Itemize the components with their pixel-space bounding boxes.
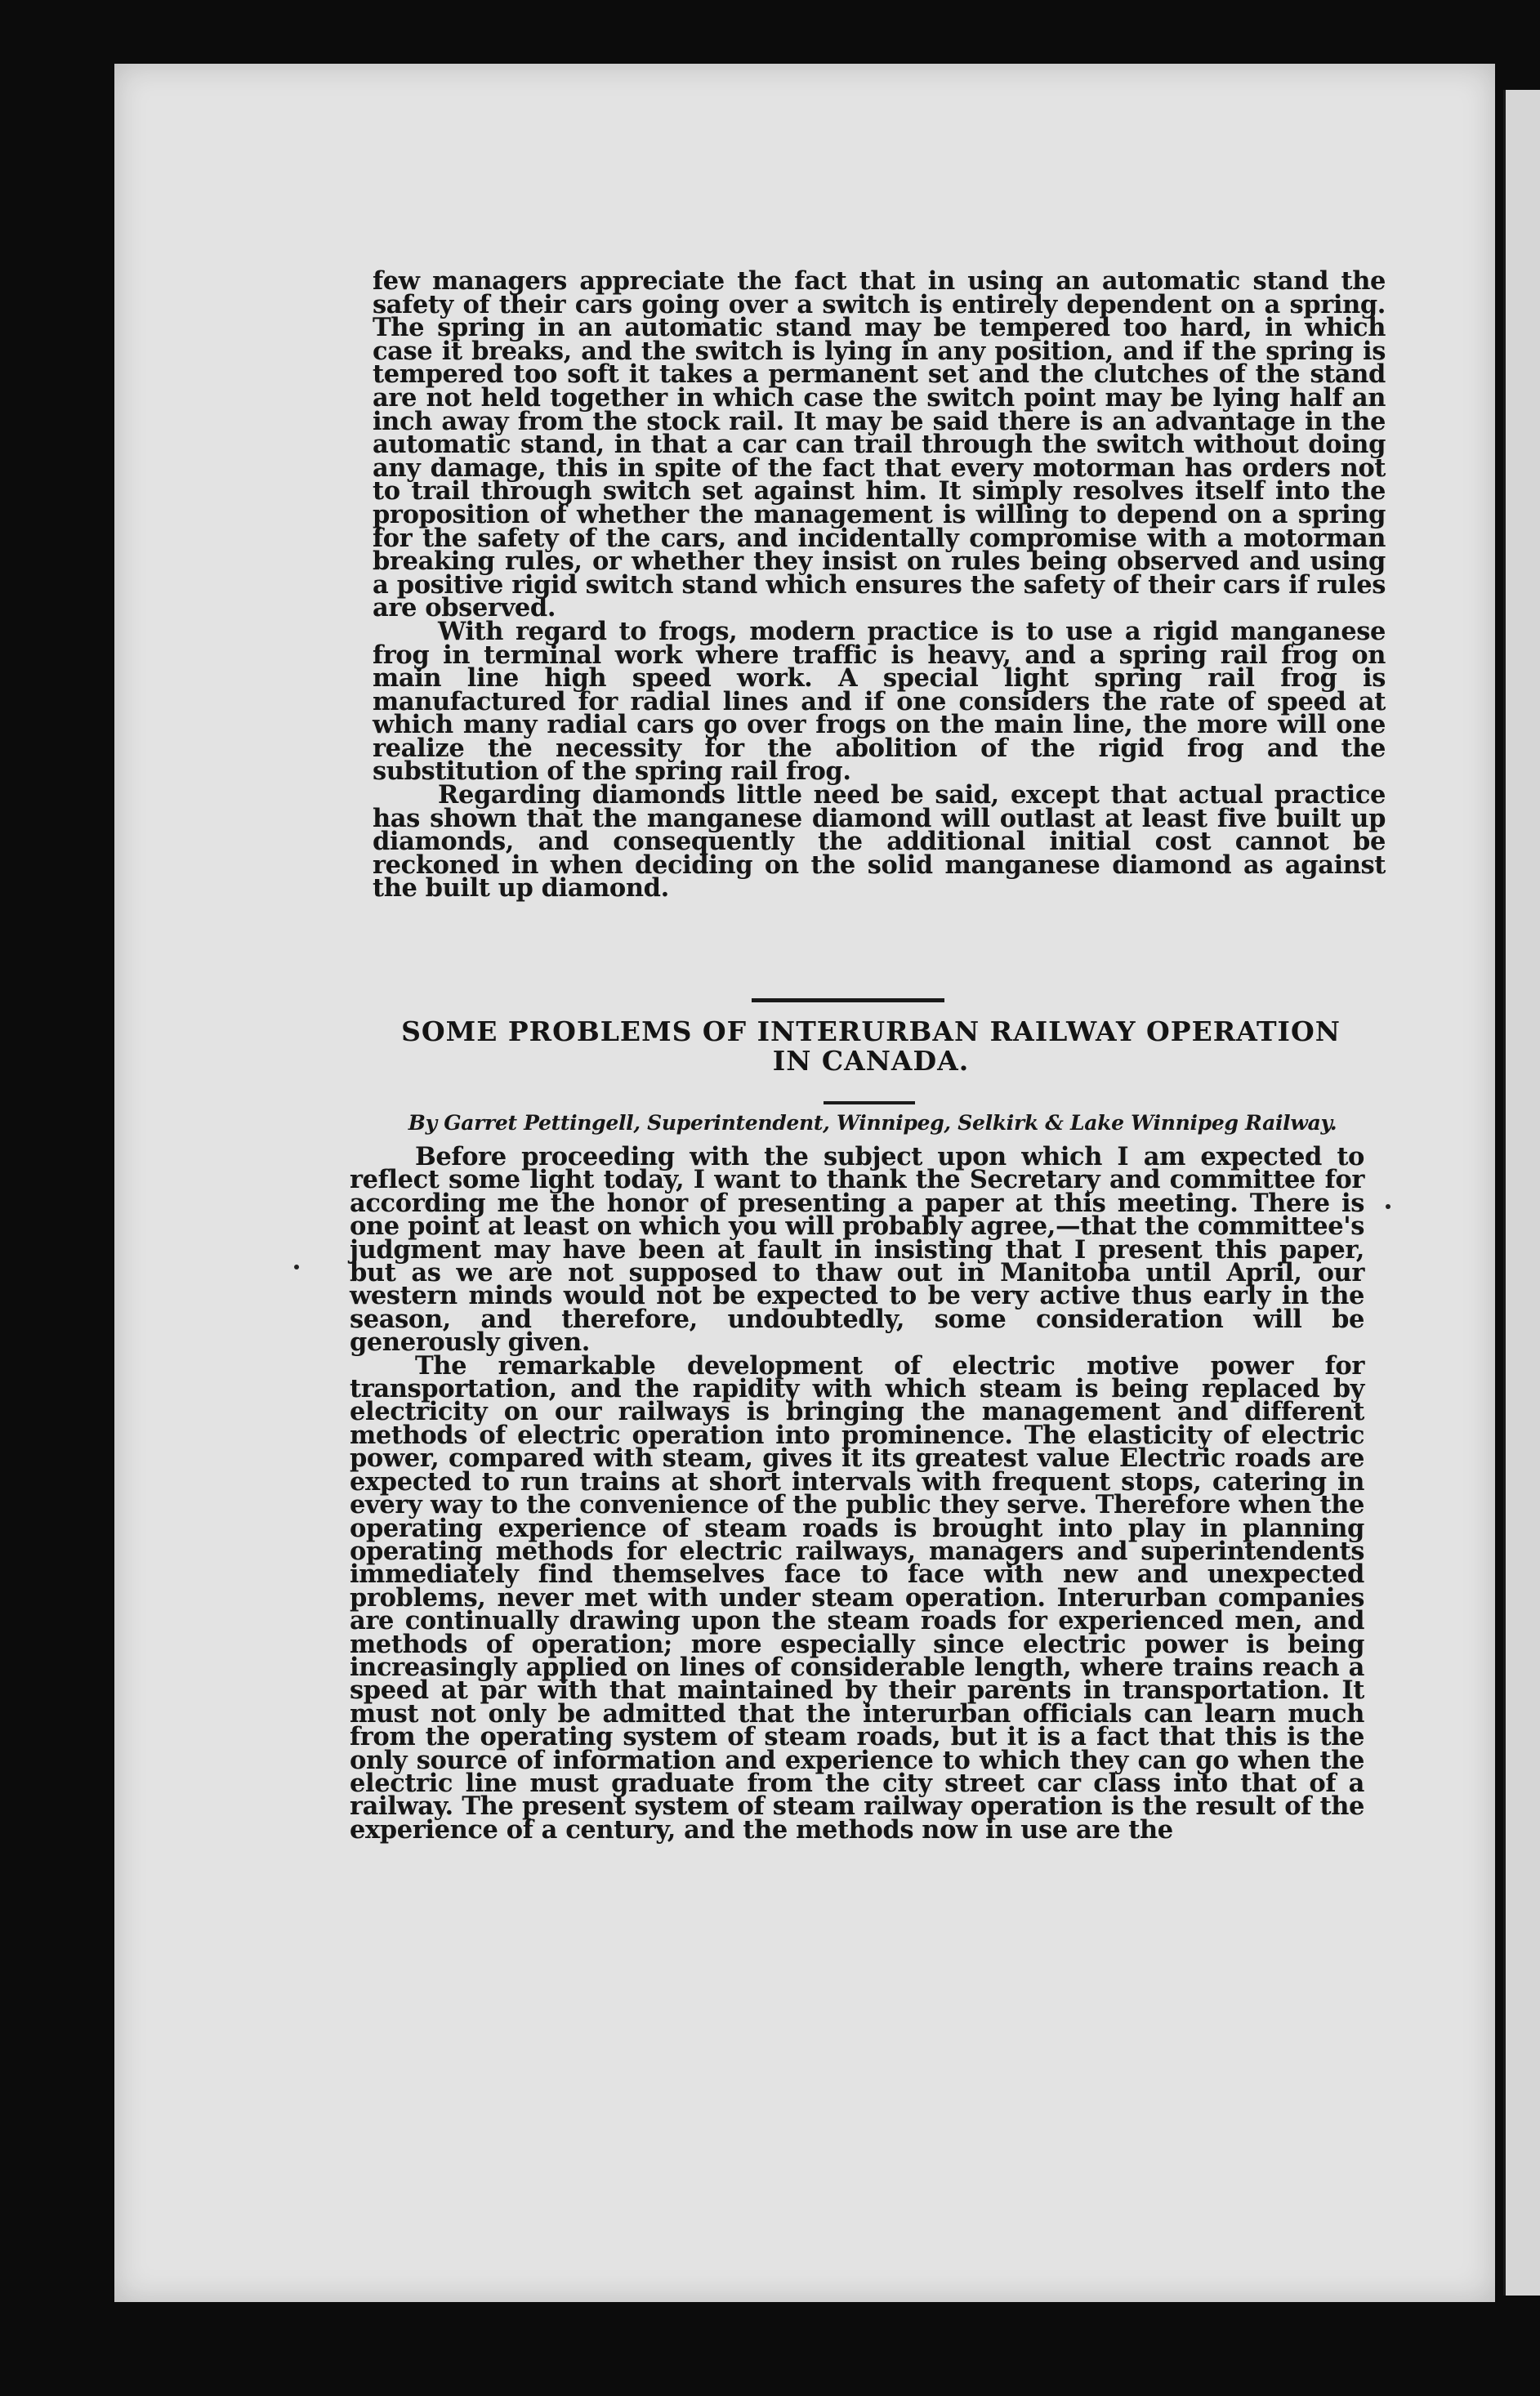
previous-article-continuation: [373, 266, 1386, 904]
paragraph-introduction: Before proceeding with the subject upon which I am expected to reflect some light today, I want to thank the Secretary and committee for according me the honor of presenting a paper at this meeting. There is one point at least on which you will probably agree,—that the committee's judgment may have been at fault in insisting that I present this paper, but as we are not supposed to thaw out in Manitoba until April, our western minds would not be expected to be very active thus early in the season, and therefore, undoubtedly, some consideration will be generously given.: [350, 1142, 1364, 1358]
next-page-edge: [1503, 90, 1540, 2296]
article-byline: By Garret Pettingell, Superintendent, Winnipeg, Selkirk & Lake Winnipeg Railway.: [408, 1111, 1337, 1135]
article-title: [364, 1017, 1377, 1076]
article-body: [350, 1142, 1364, 1845]
scan-speck: [1386, 1204, 1390, 1209]
article-title-line-1: SOME PROBLEMS OF INTERURBAN RAILWAY OPERATION: [401, 1015, 1341, 1047]
paragraph-diamonds: Regarding diamonds little need be said, except that actual practice has shown that the manganese diamond will outlast at least five built up diamonds, and consequently the additional initial cost cannot be reckoned in when deciding on the solid manganese diamond as against the built up diamond.: [373, 780, 1386, 904]
paragraph-electric-development: The remarkable development of electric motive power for transportation, and the rapidity with which steam is being replaced by electricity on our railways is bringing the management and different methods of electric operation into prominence. The elasticity of electric power, compared with steam, gives it its greatest value Electric roads are expected to run trains at short intervals with frequent stops, catering in every way to the convenience of the public they serve. Therefore when the operating experience of steam roads is brought into play in planning operating methods for electric railways, managers and superintendents immediately find themselves face to face with new and unexpected problems, never met with under steam operation. Interurban companies are continually drawing upon the steam roads for experienced men, and methods of operation; more especially since electric power is being increasingly applied on lines of considerable length, where trains reach a speed at par with that maintained by their parents in transportation. It must not only be admitted that the interurban officials can learn much from the operating system of steam roads, but it is a fact that this is the only source of information and experience to which they can go when the electric line must graduate from the city street car class into that of a railway. The present system of steam railway operation is the result of the experience of a century, and the methods now in use are the: [350, 1350, 1364, 1845]
article-title-line-2: IN CANADA.: [772, 1045, 970, 1077]
paragraph-frogs: With regard to frogs, modern practice is to use a rigid manganese frog in terminal work where traffic is heavy, and a spring rail frog on main line high speed work. A special light spring rail frog is manufactured for radial lines and if one considers the rate of speed at which many radial cars go over frogs on the main line, the more will one realize the necessity for the abolition of the rigid frog and the substitution of the spring rail frog.: [373, 616, 1386, 787]
paragraph-switch-stand: few managers appreciate the fact that in using an automatic stand the safety of their cars going over a switch is entirely dependent on a spring. The spring in an automatic stand may be tempered too hard, in which case it breaks, and the switch is lying in any position, and if the spring is tempered too soft it takes a permanent set and the clutches of the stand are not held together in which case the switch point may be lying half an inch away from the stock rail. It may be said there is an advantage in the automatic stand, in that a car can trail through the switch without doing any damage, this in spite of the fact that every motorman has orders not to trail through switch set against him. It simply resolves itself into the proposition of whether the management is willing to depend on a spring for the safety of the cars, and incidentally compromise with a motorman breaking rules, or whether they insist on rules being observed and using a positive rigid switch stand which ensures the safety of their cars if rules are observed.: [373, 266, 1386, 623]
section-divider: [752, 998, 944, 1002]
title-underline: [824, 1101, 915, 1104]
scan-speck: [294, 1265, 299, 1269]
